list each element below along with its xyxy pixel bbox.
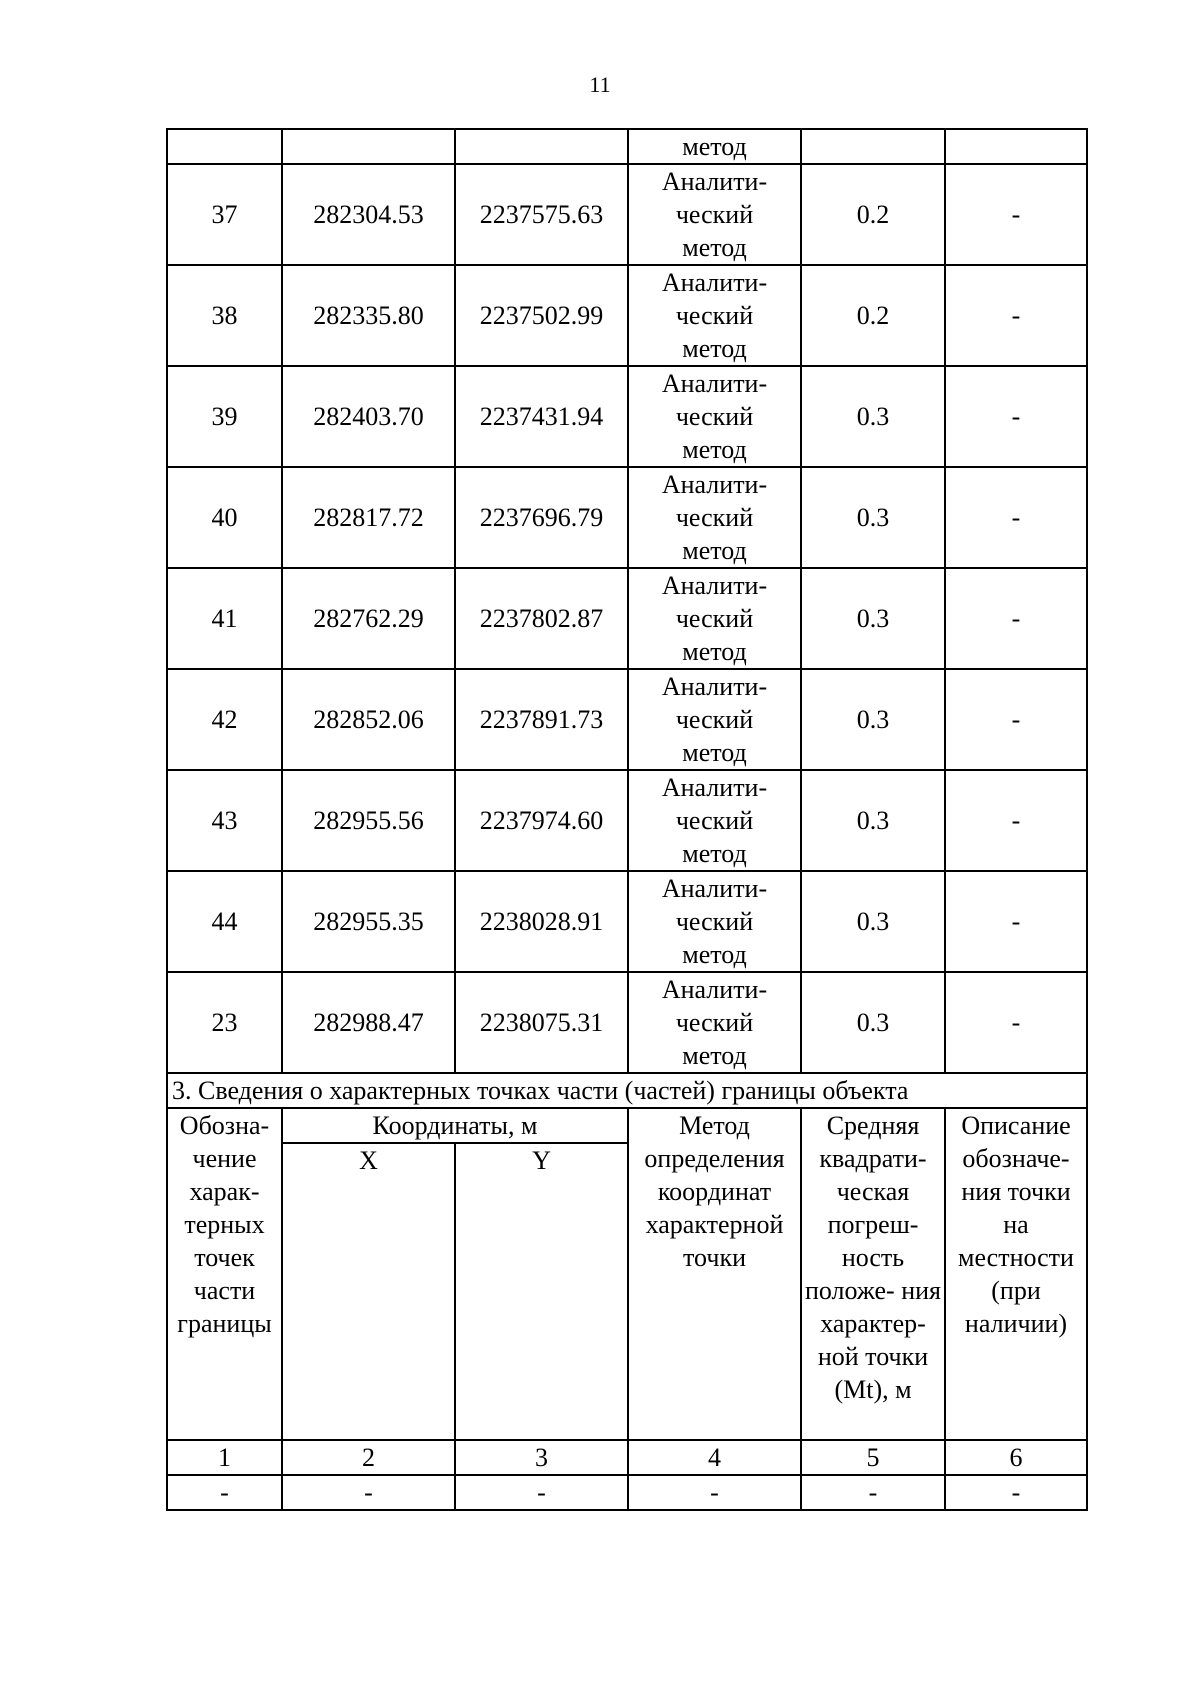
- table-row: [167, 467, 1087, 568]
- cell-y: 2237974.60: [455, 770, 628, 871]
- cell-point: 44: [167, 871, 282, 972]
- cell-mt: 0.3: [801, 568, 945, 669]
- header-x: X: [282, 1143, 455, 1440]
- method-line: Аналити-: [661, 268, 768, 297]
- empty-data-row: [167, 1475, 1087, 1510]
- cell-empty: [167, 129, 282, 164]
- cell-empty: [282, 129, 455, 164]
- col-number: 3: [455, 1440, 628, 1475]
- cell-y: 2238075.31: [455, 972, 628, 1073]
- cell-x: 282762.29: [282, 568, 455, 669]
- table-row: [167, 265, 1087, 366]
- cell-y: 2237802.87: [455, 568, 628, 669]
- cell-point: 41: [167, 568, 282, 669]
- col-number: 2: [282, 1440, 455, 1475]
- col-number: 6: [945, 1440, 1087, 1475]
- method-line: метод: [682, 1041, 747, 1070]
- cell-y: 2237502.99: [455, 265, 628, 366]
- header-coords: Координаты, м: [282, 1108, 628, 1143]
- col-number: 4: [628, 1440, 801, 1475]
- method-line: метод: [682, 738, 747, 767]
- method-line: метод: [682, 233, 747, 262]
- method-line: метод: [682, 435, 747, 464]
- column-numbers-row: [167, 1440, 1087, 1475]
- section-title: 3. Сведения о характерных точках части (частей) границы объекта: [167, 1073, 1087, 1108]
- method-line: метод: [682, 940, 747, 969]
- table-row: [167, 972, 1087, 1073]
- coordinates-table: [166, 128, 1088, 1511]
- continued-row: [167, 129, 1087, 164]
- cell-desc: -: [945, 972, 1087, 1073]
- cell-mt: 0.3: [801, 467, 945, 568]
- cell-mt: 0.3: [801, 770, 945, 871]
- method-line: ческий: [675, 604, 754, 633]
- method-line: метод: [682, 536, 747, 565]
- cell-y: 2237891.73: [455, 669, 628, 770]
- header-designation: Обозна- чение харак- терных точек части границы: [167, 1108, 282, 1440]
- cell-method: [628, 669, 801, 770]
- header-y: Y: [455, 1143, 628, 1440]
- cell-x: 282335.80: [282, 265, 455, 366]
- table-row: [167, 770, 1087, 871]
- method-line: метод: [682, 839, 747, 868]
- method-line: Аналити-: [661, 672, 768, 701]
- cell-method: [628, 265, 801, 366]
- method-line: ческий: [675, 200, 754, 229]
- cell-empty: [945, 129, 1087, 164]
- method-line: ческий: [675, 1008, 754, 1037]
- table-row: [167, 164, 1087, 265]
- cell-y: 2237696.79: [455, 467, 628, 568]
- method-line: Аналити-: [661, 975, 768, 1004]
- cell-y: 2238028.91: [455, 871, 628, 972]
- cell-method: [628, 568, 801, 669]
- method-line: ческий: [675, 907, 754, 936]
- header-mt: Средняя квадрати- ческая погреш- ность положе- ния характер- ной точки (Mt), м: [801, 1108, 945, 1440]
- cell-point: 40: [167, 467, 282, 568]
- cell-point: 39: [167, 366, 282, 467]
- cell-desc: -: [945, 871, 1087, 972]
- method-line: ческий: [675, 301, 754, 330]
- cell-point: 43: [167, 770, 282, 871]
- cell-method: [628, 164, 801, 265]
- empty-cell: -: [455, 1475, 628, 1510]
- cell-x: 282955.56: [282, 770, 455, 871]
- cell-mt: 0.3: [801, 366, 945, 467]
- empty-cell: -: [801, 1475, 945, 1510]
- cell-method: [628, 770, 801, 871]
- cell-empty: [801, 129, 945, 164]
- empty-cell: -: [628, 1475, 801, 1510]
- header-method: Метод определения координат характерной точки: [628, 1108, 801, 1440]
- cell-mt: 0.2: [801, 265, 945, 366]
- method-line: Аналити-: [661, 167, 768, 196]
- header-row-1: [167, 1108, 1087, 1143]
- cell-mt: 0.2: [801, 164, 945, 265]
- header-desc: Описание обозначе- ния точки на местности (при наличии): [945, 1108, 1087, 1440]
- method-line: метод: [682, 334, 747, 363]
- method-line: ческий: [675, 705, 754, 734]
- cell-y: 2237431.94: [455, 366, 628, 467]
- cell-desc: -: [945, 366, 1087, 467]
- table-row: [167, 366, 1087, 467]
- cell-method: [628, 871, 801, 972]
- cell-x: 282304.53: [282, 164, 455, 265]
- table-row: [167, 568, 1087, 669]
- table-row: [167, 871, 1087, 972]
- table-row: [167, 669, 1087, 770]
- cell-desc: -: [945, 265, 1087, 366]
- cell-x: 282955.35: [282, 871, 455, 972]
- cell-point: 23: [167, 972, 282, 1073]
- method-line: ческий: [675, 806, 754, 835]
- cell-desc: -: [945, 467, 1087, 568]
- col-number: 5: [801, 1440, 945, 1475]
- cell-x: 282988.47: [282, 972, 455, 1073]
- col-number: 1: [167, 1440, 282, 1475]
- cell-method: [628, 972, 801, 1073]
- cell-mt: 0.3: [801, 972, 945, 1073]
- method-line: ческий: [675, 402, 754, 431]
- method-line: Аналити-: [661, 773, 768, 802]
- cell-desc: -: [945, 164, 1087, 265]
- cell-mt: 0.3: [801, 871, 945, 972]
- method-line: Аналити-: [661, 874, 768, 903]
- method-line: метод: [682, 637, 747, 666]
- cell-method: [628, 366, 801, 467]
- cell-x: 282817.72: [282, 467, 455, 568]
- empty-cell: -: [945, 1475, 1087, 1510]
- cell-x: 282403.70: [282, 366, 455, 467]
- cell-point: 38: [167, 265, 282, 366]
- cell-desc: -: [945, 770, 1087, 871]
- method-line: Аналити-: [661, 369, 768, 398]
- cell-point: 42: [167, 669, 282, 770]
- empty-cell: -: [282, 1475, 455, 1510]
- cell-desc: -: [945, 568, 1087, 669]
- empty-cell: -: [167, 1475, 282, 1510]
- method-line: Аналити-: [661, 470, 768, 499]
- cell-y: 2237575.63: [455, 164, 628, 265]
- method-line: Аналити-: [661, 571, 768, 600]
- cell-method-tail: метод: [628, 129, 801, 164]
- cell-method: [628, 467, 801, 568]
- cell-desc: -: [945, 669, 1087, 770]
- cell-point: 37: [167, 164, 282, 265]
- cell-mt: 0.3: [801, 669, 945, 770]
- cell-x: 282852.06: [282, 669, 455, 770]
- section-title-row: [167, 1073, 1087, 1108]
- cell-empty: [455, 129, 628, 164]
- page-number: 11: [589, 72, 611, 97]
- method-line: ческий: [675, 503, 754, 532]
